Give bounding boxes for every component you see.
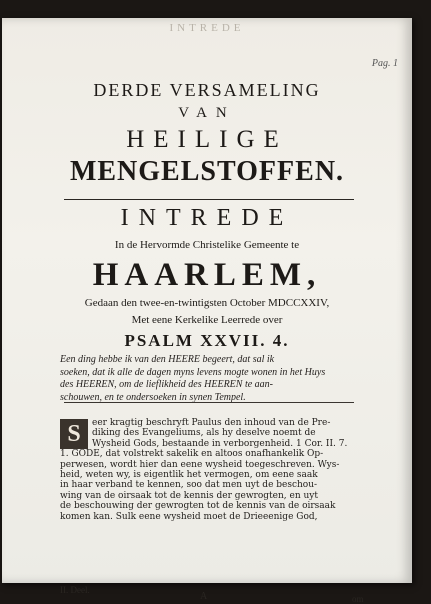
quote-line: des HEEREN, om de lieflikheid des HEEREN te aan- (60, 379, 274, 390)
body-line: eer kragtig beschryft Paulus den inhoud van de Pre- (92, 418, 331, 428)
drop-cap: S (60, 419, 88, 449)
body-line: in haar verband te kennen, soo dat men uyt de beschou- (60, 480, 318, 491)
quote-line: Een ding hebbe ik van den HEERE begeert, dat sal ik (60, 354, 275, 365)
subtitle-2: Gedaan den twee-en-twintigsten October MDCCXXIV, (84, 297, 330, 309)
subtitle-1: In de Hervormde Christelike Gemeente te (114, 239, 300, 251)
heading-line-1: DERDE VERSAMELING (93, 80, 321, 100)
body-line: heid, weten wy, is eigentlik het vermogen, om eene saak (60, 470, 318, 481)
section-title: INTREDE (120, 205, 294, 231)
body-text (60, 418, 360, 522)
body-line: de beschouwing der gewrogten tot de kennis van de oirsaak (60, 501, 336, 512)
quote-line: soeken, dat ik alle de dagen myns levens mogte wonen in het Huys (60, 366, 326, 378)
heading-line-3: HEILIGE (126, 126, 288, 153)
heading-rule (64, 199, 354, 200)
heading-line-2: VAN (178, 105, 236, 121)
section-separator (64, 402, 354, 403)
body-line: 1. GODE, dat volstrekt sakelik en altoos onafhankelik Op- (60, 449, 324, 460)
page-number: Pag. 1 (371, 58, 398, 69)
city-title: HAARLEM, (92, 257, 322, 293)
scripture-quote (60, 354, 360, 404)
body-line: Wysheid Gods, bestaande in verborgenheid. 1 Cor. II. 7. (92, 438, 348, 449)
psalm-reference: PSALM XXVII. 4. (124, 331, 290, 350)
body-line: diking des Evangeliums, als hy deselve noemt de (92, 428, 316, 439)
bleed-through-text: INTREDE (169, 22, 245, 34)
quote-line: schouwen, en te ondersoeken in synen Tempel. (60, 391, 246, 403)
heading-line-4: MENGELSTOFFEN. (69, 156, 345, 187)
body-line: perwesen, wordt hier dan eene wysheid toegeschreven. Wys- (60, 459, 340, 470)
catchword: om (352, 594, 364, 604)
body-line: komen kan. Sulk eene wysheid moet de Drieeenige God, (60, 511, 318, 522)
subtitle-3: Met eene Kerkelike Leerrede over (131, 314, 283, 326)
volume-label: II. Deel. (60, 585, 90, 595)
book-page (2, 18, 412, 604)
signature-mark: A (200, 591, 208, 602)
body-line: wing van de oirsaak tot de kennis der gewrogten, en uyt (60, 490, 318, 501)
